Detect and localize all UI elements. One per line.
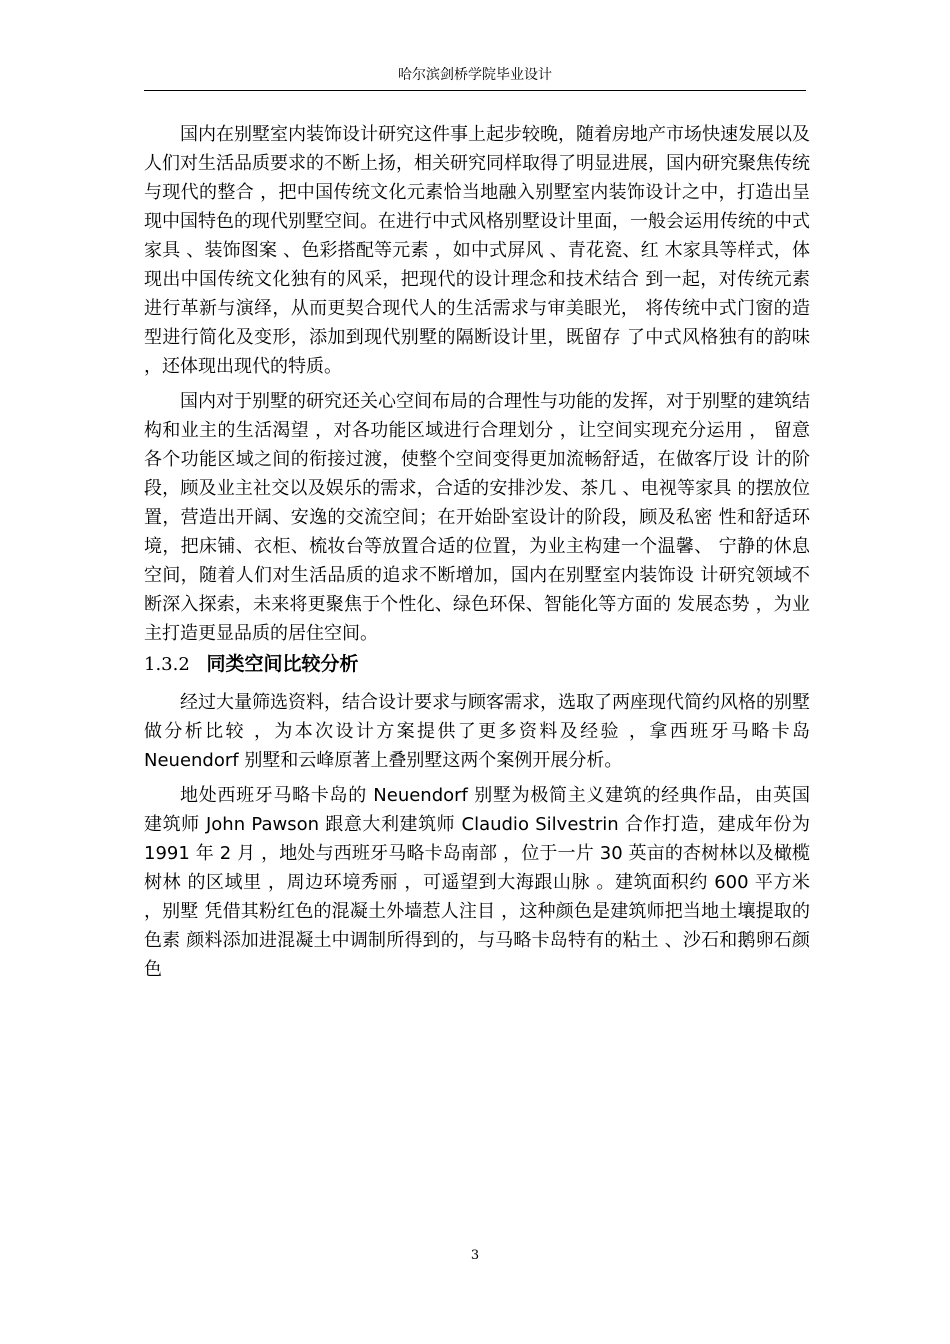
body-paragraph: 国内在别墅室内装饰设计研究这件事上起步较晚，随着房地产市场快速发展以及人们对生活品质要求的不断上扬，相关研究同样取得了明显进展，国内研究聚焦传统与现代的整合 ，把中国传统文化元素恰当地融入别墅室内装饰设计之中，打造出呈现中国特色的现代别墅空间。在进行中式风格别墅设计里面，一般会运用传统的中式家具 、装饰图案 、色彩搭配等元素 ，如中式屏风 、青花瓷、红 木家具等样式，体现出中国传统文化独有的风采，把现代的设计理念和技术结合 到一起，对传统元素进行革新与演绎，从而更契合现代人的生活需求与审美眼光， 将传统中式门窗的造型进行简化及变形，添加到现代别墅的隔断设计里，既留存 了中式风格独有的韵味 ，还体现出现代的特质。: [144, 124, 810, 377]
header-title: 哈尔滨剑桥学院毕业设计: [398, 67, 552, 83]
section-number: 1.3.2: [144, 654, 190, 675]
section-heading: [144, 648, 810, 688]
page-number: 3: [470, 1248, 480, 1263]
body-paragraph: 经过大量筛选资料，结合设计要求与顾客需求，选取了两座现代简约风格的别墅做分析比较 ，为本次设计方案提供了更多资料及经验 ，拿西班牙马略卡岛 Neuendorf 别墅和云峰原著上叠别墅这两个案例开展分析。: [144, 692, 810, 771]
body-paragraph: 地处西班牙马略卡岛的 Neuendorf 别墅为极简主义建筑的经典作品，由英国 建筑师 John Pawson 跟意大利建筑师 Claudio Silvestrin 合作打造，建成年份为 1991 年 2 月 ，地处与西班牙马略卡岛南部 ，位于一片 30 英亩的杏树林以及橄榄树林 的区域里 ，周边环境秀丽 ，可遥望到大海跟山脉 。建筑面积约 600 平方米 ，别墅 凭借其粉红色的混凝土外墙惹人注目 ，这种颜色是建筑师把当地土壤提取的色素 颜料添加进混凝土中调制所得到的，与马略卡岛特有的粘土 、沙石和鹅卵石颜色: [144, 785, 810, 980]
section-title: 同类空间比较分析: [206, 653, 359, 675]
document-body: [144, 120, 810, 984]
body-paragraph: 国内对于别墅的研究还关心空间布局的合理性与功能的发挥，对于别墅的建筑结构和业主的生活渴望 ，对各功能区域进行合理划分 ，让空间实现充分运用 ， 留意各个功能区域之间的衔接过渡，使整个空间变得更加流畅舒适，在做客厅设 计的阶段，顾及业主社交以及娱乐的需求，合适的安排沙发、茶几 、电视等家具 的摆放位置，营造出开阔、安逸的交流空间；在开始卧室设计的阶段，顾及私密 性和舒适环境，把床铺、衣柜、梳妆台等放置合适的位置，为业主构建一个温馨、 宁静的休息空间，随着人们对生活品质的追求不断增加，国内在别墅室内装饰设 计研究领域不断深入探索，未来将更聚焦于个性化、绿色环保、智能化等方面的 发展态势 ，为业主打造更显品质的居住空间。: [144, 391, 810, 644]
page-header: [144, 64, 806, 91]
